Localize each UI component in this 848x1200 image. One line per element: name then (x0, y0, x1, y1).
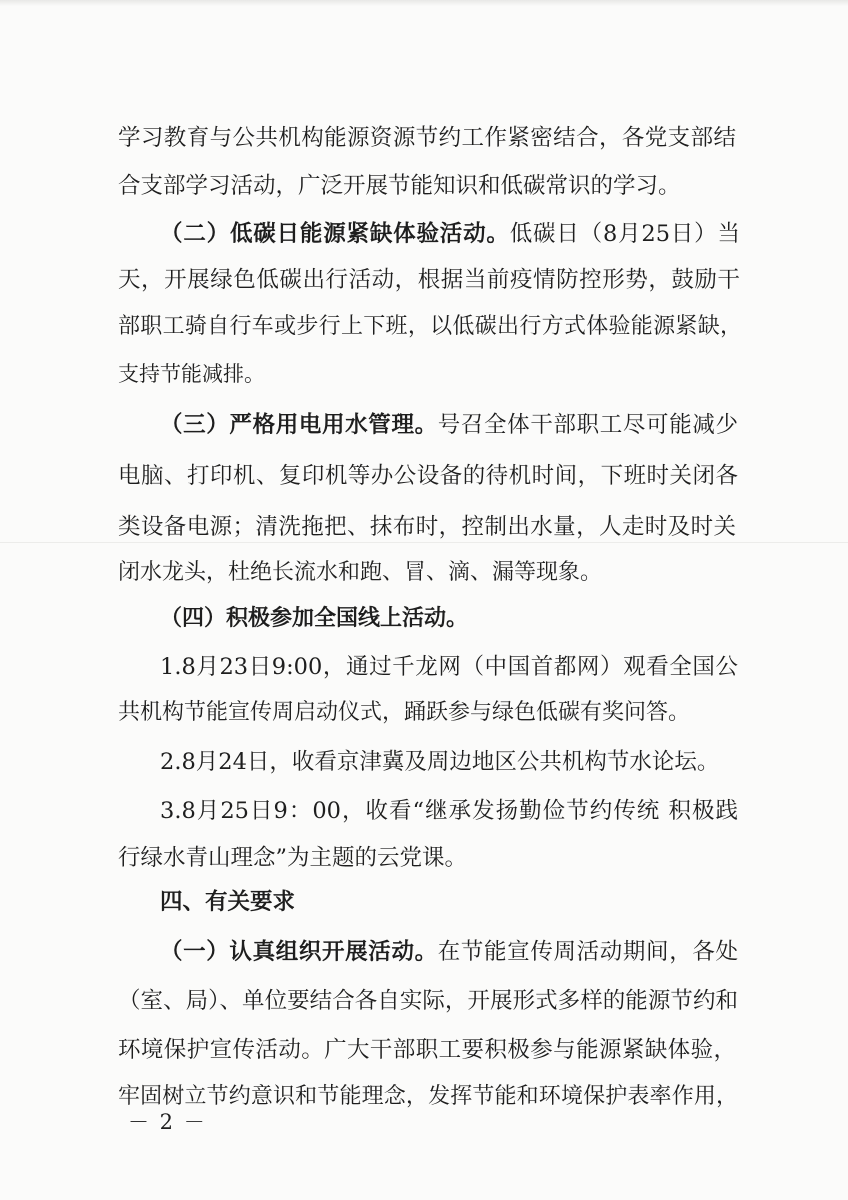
text-line (160, 409, 738, 441)
section-heading: 四、有关要求 (160, 889, 296, 915)
text-run: 闭水龙头，杜绝长流水和跑、冒、滴、漏等现象。 (118, 560, 603, 585)
text-run: 行绿水青山理念”为主题的云党课。 (118, 845, 468, 871)
text-line (118, 122, 736, 154)
text-run: 环境保护宣传活动。广大干部职工要积极参与能源紧缺体验， (118, 1037, 736, 1063)
text-run: 牢固树立节约意识和节能理念，发挥节能和环境保护表率作用， (118, 1084, 738, 1109)
text-run: 部职工骑自行车或步行上下班，以低碳出行方式体验能源紧缺， (118, 314, 742, 339)
text-line (118, 170, 683, 202)
text-line (118, 264, 740, 296)
text-line (118, 697, 698, 729)
text-run: 2.8月24日，收看京津冀及周边地区公共机构节水论坛。 (160, 749, 720, 775)
text-run: 类设备电源；清洗拖把、抹布时，控制出水量，人走时及时关 (118, 514, 736, 540)
text-line (118, 311, 742, 343)
text-run: 学习教育与公共机构能源资源节约工作紧密结合，各党支部结 (118, 125, 736, 151)
subsection-title: （一）认真组织开展活动。 (160, 939, 438, 965)
scan-top-edge (0, 0, 848, 6)
text-run: 共机构节能宣传周启动仪式，踊跃参与绿色低碳有奖问答。 (118, 700, 691, 725)
text-run: 低碳日（8月25日）当 (509, 221, 740, 247)
text-run: 在节能宣传周活动期间，各处 (437, 939, 738, 965)
text-run: 电脑、打印机、复印机等办公设备的待机时间，下班时关闭各 (118, 463, 738, 489)
text-line (118, 1081, 738, 1113)
text-run: 号召全体干部职工尽可能减少 (437, 412, 738, 438)
text-run: 天，开展绿色低碳出行活动，根据当前疫情防控形势，鼓励干 (118, 267, 740, 293)
text-run: 合支部学习活动，广泛开展节能知识和低碳常识的学习。 (118, 173, 681, 199)
text-line (160, 795, 738, 827)
text-run: 支持节能减排。 (118, 362, 265, 386)
text-line (118, 842, 466, 874)
text-line (118, 1034, 736, 1066)
text-line (160, 886, 305, 918)
text-line (160, 936, 738, 968)
text-line (118, 460, 738, 492)
page-number: － 2 － (128, 1110, 207, 1134)
text-run: 3.8月25日9：00，收看“继承发扬勤俭节约传统 积极践 (160, 798, 738, 824)
subsection-title: （四）积极参加全国线上活动。 (160, 605, 469, 631)
text-line (118, 511, 736, 543)
text-line (118, 557, 606, 589)
text-line (160, 746, 720, 778)
text-run: 1.8月23日9:00，通过千龙网（中国首都网）观看全国公 (160, 654, 738, 680)
text-line (160, 602, 470, 634)
text-line (160, 651, 738, 683)
subsection-title: （二）低碳日能源紧缺体验活动。 (160, 221, 510, 247)
text-line (160, 218, 740, 250)
subsection-title: （三）严格用电用水管理。 (160, 412, 438, 438)
text-line (118, 985, 738, 1017)
text-line (118, 358, 266, 390)
text-run: （室、局）、单位要结合各自实际，开展形式多样的能源节约和 (118, 988, 738, 1014)
